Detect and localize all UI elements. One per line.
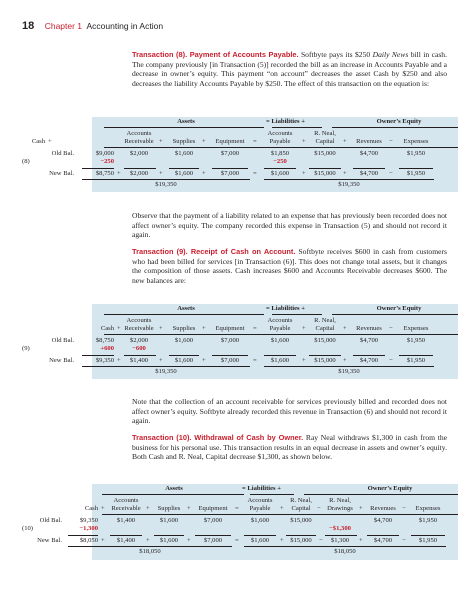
col-capital: R. Neal, Capital bbox=[314, 317, 336, 332]
equation-table-2 bbox=[22, 304, 458, 379]
old-cash: $9,000 bbox=[95, 150, 114, 157]
col-supplies: Supplies bbox=[172, 138, 196, 145]
new-expenses: $1,950 bbox=[406, 357, 426, 364]
new-cash: $8,050 bbox=[79, 537, 98, 544]
transaction-9-text: Softbyte receives $600 in cash from customers who had been billed for services [in Transaction (6)]. This does not change total assets, but it changes the composition of those assets. Cash increases $600 and Accounts Receivable decreases $600. The new balances are: bbox=[132, 247, 447, 285]
op-minus: − bbox=[317, 505, 321, 512]
col-capital: R. Neal, Capital bbox=[314, 130, 336, 145]
total-assets: $19,350 bbox=[155, 368, 177, 375]
op-plus: + bbox=[101, 537, 105, 544]
new-revenues: $4,700 bbox=[359, 357, 379, 364]
op-plus: + bbox=[101, 505, 105, 512]
assets-heading: Assets bbox=[177, 118, 195, 125]
col-drawings: R. Neal, Drawings bbox=[327, 497, 353, 512]
new-cash: $9,350 bbox=[95, 357, 114, 364]
new-revenues: $4,700 bbox=[359, 170, 379, 177]
old-ap: $1,850 bbox=[270, 150, 290, 157]
op-plus: + bbox=[302, 357, 306, 364]
col-accounts-receivable: Accounts Receivable bbox=[124, 317, 154, 332]
old-expenses: $1,950 bbox=[406, 337, 426, 344]
op-plus: + bbox=[202, 170, 206, 177]
op-minus: − bbox=[402, 505, 406, 512]
observe-paragraph: Observe that the payment of a liability related to an expense that has previously been recorded does not affect owner’s equity. The company recorded this expense in Transaction (5) and should not record it again. bbox=[132, 211, 447, 240]
col-supplies: Supplies bbox=[172, 325, 196, 332]
page-number: 18 bbox=[22, 20, 35, 32]
new-ap: $1,600 bbox=[270, 357, 290, 364]
equation-table-3 bbox=[22, 484, 458, 560]
col-capital: R. Neal, Capital bbox=[290, 497, 312, 512]
chapter-title: Accounting in Action bbox=[86, 21, 164, 31]
col-revenues: Revenues bbox=[356, 325, 382, 332]
op-minus: − bbox=[389, 357, 393, 364]
owners-equity-heading: Owner’s Equity bbox=[367, 485, 413, 492]
op-plus: + bbox=[117, 325, 121, 332]
op-plus: + bbox=[302, 170, 306, 177]
old-expenses: $1,950 bbox=[418, 517, 438, 524]
old-supplies: $1,600 bbox=[174, 150, 194, 157]
col-expenses: Expenses bbox=[415, 505, 441, 512]
total-assets: $18,050 bbox=[139, 548, 161, 555]
op-minus: − bbox=[319, 537, 323, 544]
old-supplies: $1,600 bbox=[159, 517, 179, 524]
op-plus: + bbox=[159, 357, 163, 364]
old-equipment: $7,000 bbox=[220, 150, 240, 157]
old-revenues: $4,700 bbox=[359, 150, 379, 157]
new-ar: $1,400 bbox=[116, 537, 136, 544]
col-expenses: Expenses bbox=[403, 138, 429, 145]
op-plus: + bbox=[359, 505, 363, 512]
old-balance-label: Old Bal. bbox=[51, 337, 74, 344]
op-plus: + bbox=[117, 170, 121, 177]
op-plus: + bbox=[48, 138, 52, 145]
transaction-9-heading: Transaction (9). Receipt of Cash on Account. bbox=[132, 247, 296, 256]
op-minus: − bbox=[389, 138, 393, 145]
old-cash: $9,350 bbox=[79, 517, 98, 524]
op-plus: + bbox=[146, 537, 150, 544]
liabilities-heading: = Liabilities + bbox=[242, 485, 282, 492]
transaction-10-paragraph bbox=[132, 433, 447, 462]
old-revenues: $4,700 bbox=[373, 517, 393, 524]
op-plus: + bbox=[187, 505, 191, 512]
op-plus: + bbox=[343, 325, 347, 332]
col-cash: Cash bbox=[31, 138, 45, 145]
op-equals: = bbox=[253, 138, 257, 145]
new-capital: $15,000 bbox=[314, 357, 336, 364]
transaction-8-paragraph bbox=[132, 50, 447, 88]
op-plus: + bbox=[202, 138, 206, 145]
old-revenues: $4,700 bbox=[359, 337, 379, 344]
op-plus: + bbox=[202, 357, 206, 364]
transaction-number: (9) bbox=[22, 345, 30, 352]
old-capital: $15,000 bbox=[314, 150, 336, 157]
col-equipment: Equipment bbox=[215, 325, 245, 332]
op-plus: + bbox=[359, 537, 363, 544]
transaction-number: (10) bbox=[22, 525, 33, 532]
transaction-8-text: Softbyte pays its $250 bbox=[300, 50, 373, 59]
change-ar: −600 bbox=[132, 345, 146, 352]
new-revenues: $4,700 bbox=[373, 537, 393, 544]
new-balance-label: New Bal. bbox=[37, 537, 62, 544]
owners-equity-heading: Owner’s Equity bbox=[376, 305, 422, 312]
op-plus: + bbox=[159, 325, 163, 332]
col-accounts-receivable: Accounts Receivable bbox=[111, 497, 141, 512]
op-equals: = bbox=[253, 325, 257, 332]
col-accounts-payable: Accounts Payable bbox=[267, 130, 293, 145]
new-supplies: $1,600 bbox=[174, 357, 194, 364]
transaction-10-text: Ray Neal withdraws $1,300 in cash from the business for his personal use. This transaction results in an equal decrease in assets and owner’s equity. Both Cash and R. Neal, Capital decrease $1,300, as shown below. bbox=[132, 433, 447, 462]
assets-heading: Assets bbox=[177, 305, 195, 312]
op-plus: + bbox=[117, 357, 121, 364]
op-plus: + bbox=[343, 357, 347, 364]
new-drawings: $1,300 bbox=[330, 537, 350, 544]
old-supplies: $1,600 bbox=[174, 337, 194, 344]
op-plus: + bbox=[159, 170, 163, 177]
page-header bbox=[22, 16, 163, 34]
col-accounts-receivable: Accounts Receivable bbox=[124, 130, 154, 145]
op-plus: + bbox=[343, 138, 347, 145]
col-accounts-payable: Accounts Payable bbox=[267, 317, 293, 332]
new-capital: $15,000 bbox=[314, 170, 336, 177]
col-equipment: Equipment bbox=[198, 505, 228, 512]
new-expenses: $1,950 bbox=[406, 170, 426, 177]
transaction-8-heading: Transaction (8). Payment of Accounts Payable. bbox=[132, 50, 299, 59]
new-ap: $1,600 bbox=[270, 170, 290, 177]
total-liab-equity: $19,350 bbox=[338, 181, 360, 188]
old-ap: $1,600 bbox=[270, 337, 290, 344]
old-capital: $15,000 bbox=[290, 517, 312, 524]
op-plus: + bbox=[202, 325, 206, 332]
old-equipment: $7,000 bbox=[220, 337, 240, 344]
new-equipment: $7,000 bbox=[220, 170, 240, 177]
op-plus: + bbox=[302, 325, 306, 332]
old-balance-label: Old Bal. bbox=[39, 517, 62, 524]
old-ar: $1,400 bbox=[116, 517, 136, 524]
change-cash: −1,300 bbox=[79, 525, 98, 532]
change-drawings: −$1,300 bbox=[329, 525, 351, 532]
transaction-number: (8) bbox=[22, 158, 30, 165]
col-accounts-payable: Accounts Payable bbox=[247, 497, 273, 512]
note-paragraph: Note that the collection of an account receivable for services previously billed and recorded does not affect owner’s equity. Softbyte already recorded this revenue in Transaction (6) and should not record it again. bbox=[132, 397, 447, 426]
new-equipment: $7,000 bbox=[203, 537, 223, 544]
new-balance-label: New Bal. bbox=[49, 170, 74, 177]
new-cash: $8,750 bbox=[95, 170, 114, 177]
old-ap: $1,600 bbox=[250, 517, 270, 524]
op-plus: + bbox=[343, 170, 347, 177]
op-plus: + bbox=[187, 537, 191, 544]
old-equipment: $7,000 bbox=[203, 517, 223, 524]
liabilities-heading: = Liabilities + bbox=[266, 118, 306, 125]
change-ap: −250 bbox=[273, 158, 287, 165]
owners-equity-heading: Owner’s Equity bbox=[376, 118, 422, 125]
col-revenues: Revenues bbox=[370, 505, 396, 512]
daily-news-text: Daily News bbox=[372, 50, 409, 59]
transaction-10-heading: Transaction (10). Withdrawal of Cash by Owner. bbox=[132, 433, 304, 442]
old-ar: $2,000 bbox=[129, 150, 149, 157]
op-plus: + bbox=[280, 505, 284, 512]
total-liab-equity: $18,050 bbox=[334, 548, 356, 555]
op-equals: = bbox=[235, 537, 239, 544]
new-supplies: $1,600 bbox=[159, 537, 179, 544]
col-equipment: Equipment bbox=[215, 138, 245, 145]
col-cash: Cash bbox=[100, 325, 114, 332]
op-plus: + bbox=[146, 505, 150, 512]
assets-heading: Assets bbox=[165, 485, 183, 492]
old-expenses: $1,950 bbox=[406, 150, 426, 157]
op-equals: = bbox=[253, 357, 257, 364]
op-plus: + bbox=[302, 138, 306, 145]
change-cash: −250 bbox=[100, 158, 114, 165]
liabilities-heading: = Liabilities + bbox=[266, 305, 306, 312]
op-minus: − bbox=[402, 537, 406, 544]
new-expenses: $1,950 bbox=[418, 537, 438, 544]
old-cash: $8,750 bbox=[95, 337, 114, 344]
op-minus: − bbox=[389, 325, 393, 332]
col-cash: Cash bbox=[84, 505, 98, 512]
change-cash: +600 bbox=[100, 345, 114, 352]
col-supplies: Supplies bbox=[157, 505, 181, 512]
new-capital: $15,000 bbox=[290, 537, 312, 544]
op-equals: = bbox=[253, 170, 257, 177]
new-ar: $1,400 bbox=[129, 357, 149, 364]
col-revenues: Revenues bbox=[356, 138, 382, 145]
new-balance-label: New Bal. bbox=[49, 357, 74, 364]
col-expenses: Expenses bbox=[403, 325, 429, 332]
new-equipment: $7,000 bbox=[220, 357, 240, 364]
new-ap: $1,600 bbox=[250, 537, 270, 544]
old-ar: $2,000 bbox=[129, 337, 149, 344]
transaction-9-paragraph bbox=[132, 247, 447, 285]
op-plus: + bbox=[280, 537, 284, 544]
total-liab-equity: $19,350 bbox=[338, 368, 360, 375]
transaction-8-text-cont: bill in cash. The company previously [in Transaction (5)] recorded the bill as an increase in Accounts Payable and a decrease in owner’s equity. This payment “on account” decreases the asset Cash by $250 and also decreases the liability Accounts Payable by $250. The effect of this transaction on the equation is: bbox=[132, 50, 447, 88]
old-balance-label: Old Bal. bbox=[51, 150, 74, 157]
equation-table-1 bbox=[22, 117, 458, 192]
op-equals: = bbox=[235, 505, 239, 512]
new-ar: $2,000 bbox=[129, 170, 149, 177]
total-assets: $19,350 bbox=[155, 181, 177, 188]
chapter-label: Chapter 1 bbox=[44, 21, 83, 31]
new-supplies: $1,600 bbox=[174, 170, 194, 177]
op-plus: + bbox=[159, 138, 163, 145]
op-minus: − bbox=[389, 170, 393, 177]
old-capital: $15,000 bbox=[314, 337, 336, 344]
